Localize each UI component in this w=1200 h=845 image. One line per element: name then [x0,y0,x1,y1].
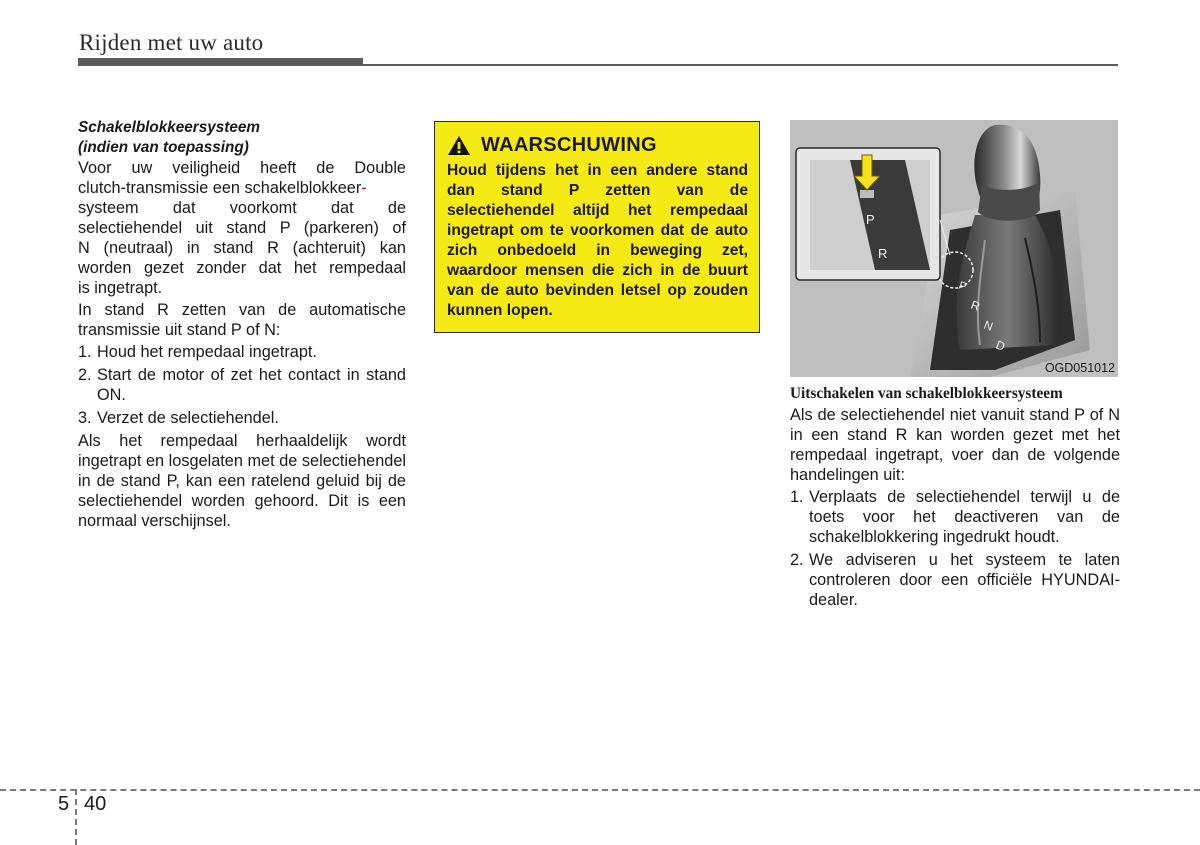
step-number: 1. [790,488,804,506]
intro-line: clutch-transmissie een schakelblokkeer [78,179,362,197]
chapter-number: 5 [58,793,70,815]
step-text: Verzet de selectiehendel. [97,409,279,427]
step-text: Start de motor of zet het contact in stand ON. [97,366,406,404]
right-steps-list [790,487,1120,610]
intro-line: N (neutraal) in stand R (achteruit) kan [78,239,406,257]
list-item [78,342,406,362]
gear-shift-figure [790,120,1118,377]
right-column [790,384,1120,613]
gear-label-n: N [981,317,995,334]
left-column [78,118,406,533]
subheading-line-1: Schakelblokkeersysteem [78,119,260,136]
intro-line: systeem dat voorkomt dat de [78,199,406,217]
intro-line: worden gezet zonder dat het rempedaal [78,259,406,277]
intro-line: is ingetrapt. [78,279,163,297]
page-header-title: Rijden met uw auto [79,30,264,55]
note-paragraph: Als het rempedaal herhaaldelijk wordt ingetrapt en losgelaten met de selectiehendel in de stand P, kan een ratelend geluid bij de selectiehendel worden gehoord. Dit is een normaal verschijnsel. [78,432,406,530]
step-number: 1. [78,343,92,361]
steps-list [78,342,406,428]
intro-line: Voor uw veiligheid heeft de Double [78,159,406,177]
header-rule-thin [78,64,1118,66]
step-text: Houd het rempedaal ingetrapt. [97,343,317,361]
step-number: 3. [78,409,92,427]
warning-triangle-icon [447,135,471,156]
footer-divider [0,789,1200,791]
hyphen-mark: - [361,179,367,197]
inset-label-p: P [866,212,875,227]
list-item [790,487,1120,547]
step-number: 2. [78,366,92,384]
steps-intro: In stand R zetten van de automatische transmissie uit stand P of N: [78,301,406,339]
subheading-line-2: (indien van toepassing) [78,139,249,156]
figure-code: OGD051012 [1044,361,1115,375]
footer-vertical-divider [75,789,77,845]
warning-header [447,134,748,157]
warning-box [434,121,760,333]
gear-label-p: P [956,279,968,294]
inset-label-r: R [878,246,888,261]
list-item [78,408,406,428]
right-intro: Als de selectiehendel niet vanuit stand P of N in een stand R kan worden gezet met het rempedaal ingetrapt, voer dan de volgende handelingen uit: [790,406,1120,484]
list-item [790,550,1120,610]
page-number: 40 [84,793,107,815]
gear-shift-illustration [790,120,1118,377]
warning-title: WAARSCHUWING [481,134,657,156]
step-text: Verplaats de selectiehendel terwijl u de toets voor het deactiveren van de schakelblokkering ingedrukt houdt. [809,488,1120,546]
step-text: We adviseren u het systeem te laten controleren door een officiële HYUNDAI-dealer. [809,551,1120,609]
section-subheading [78,118,406,158]
intro-line: selectiehendel uit stand P (parkeren) of [78,219,406,237]
section-heading: Uitschakelen van schakelblokkeersysteem [790,385,1063,402]
gear-label-d: D [993,337,1007,354]
warning-body: Houd tijdens het in een andere stand dan stand P zetten van de selectiehendel altijd het rempedaal ingetrapt om te voorkomen dat de auto zich onbedoeld in beweging zet, waardoor mensen die zich in de buurt van de auto bevinden letsel op zouden kunnen lopen. [447,162,748,319]
list-item [78,365,406,405]
intro-paragraph [78,158,406,298]
step-number: 2. [790,551,804,569]
intro-line-wrap [78,178,406,198]
gear-label-r: R [968,297,982,314]
